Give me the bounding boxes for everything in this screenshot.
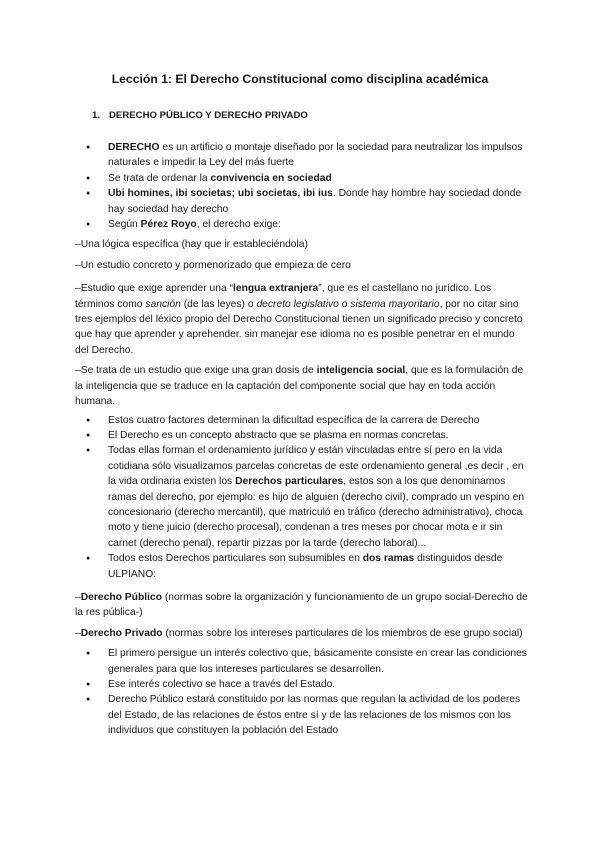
list-item: ● Todos estos Derechos particulares son subsumibles en dos ramas distinguidos desde ULPIANO:	[75, 551, 531, 582]
list-item: ● Ubi homines, ibi societas; ubi societas, ibi ius. Donde hay hombre hay sociedad donde hay sociedad hay derecho	[75, 186, 531, 217]
page-title: Lección 1: El Derecho Constitucional como disciplina académica	[111, 72, 489, 86]
list-item: ● El primero persigue un interés colectivo que, básicamente consiste en crear las condiciones generales para que los intereses particulares se desarrollen.	[75, 646, 531, 677]
list-item: ● DERECHO es un artificio o montaje diseñado por la sociedad para neutralizar los impulsos naturales e impedir la Ley del más fuerte	[75, 140, 531, 171]
bullet-list-public-law	[75, 646, 531, 738]
list-item: ● Según Pérez Royo, el derecho exige:	[75, 217, 531, 232]
list-item: ● Se trata de ordenar la convivencia en sociedad	[75, 171, 531, 186]
list-item: ● El Derecho es un concepto abstracto que se plasma en normas concretas.	[75, 428, 531, 443]
dash-line: –Una lógica específica (hay que ir estableciéndola)	[75, 239, 308, 251]
list-item: ● Todas ellas forman el ordenamiento jurídico y están vinculadas entre sí pero en la vida cotidiana sólo visualizamos parcelas concretas de este ordenamiento general ,es decir , en la vida ordinaria existen los Derechos particulares, estos son a los que denominamos ramas del derecho, por ejemplo: es hijo de alguien (derecho civil), comprado un vespino en concesionario (derecho mercantil), que matriculó en tráfico (derecho administrativo), choca moto y tiene juicio (derecho procesal), condenan a tres meses por chocar mota e ir sin carnet (derecho penal), repartir pizzas por la tarde (derecho laboral)...	[75, 443, 531, 551]
document-body	[75, 140, 531, 739]
section-number: 1.	[92, 110, 101, 121]
paragraph: –Se trata de un estudio que exige una gran dosis de inteligencia social, que es la formulación de la inteligencia que se traduce en la captación del componente social que hay en toda acción humana.	[75, 365, 524, 408]
dash-line: –Un estudio concreto y pormenorizado que empieza de cero	[75, 259, 351, 271]
list-item: ● Ese interés colectivo se hace a través del Estado.	[75, 677, 531, 692]
list-item: ● Derecho Público estará constituido por las normas que regulan la actividad de los poderes del Estado, de las relaciones de éstos entre sí y de las relaciones de los mismos con los individuos que constituyen la población del Estado	[75, 692, 531, 738]
section-heading	[92, 110, 308, 121]
list-item: ● Estos cuatro factores determinan la dificultad específica de la carrera de Derecho	[75, 413, 531, 428]
dash-line: –Derecho Público (normas sobre la organización y funcionamiento de un grupo social-Derecho de la res pública-)	[75, 591, 528, 619]
bullet-list-intro	[75, 140, 531, 232]
paragraph: –Estudio que exige aprender una “lengua extranjera”, que es el castellano no jurídico. Los términos como sanción (de las leyes) o decreto legislativo o sistema mayoritario, por no citar sino tres ejemplos del léxico propio del Derecho Constitucional tienen un significado preciso y concreto que hay que aprender y aprehender. sin manejar ese idioma no es posible penetrar en el mundo del Derecho.	[75, 283, 523, 356]
bullet-list-factors	[75, 413, 531, 582]
section-title: DERECHO PÚBLICO Y DERECHO PRIVADO	[109, 110, 308, 121]
dash-line: –Derecho Privado (normas sobre los intereses particulares de los miembros de ese grupo social)	[75, 627, 523, 639]
